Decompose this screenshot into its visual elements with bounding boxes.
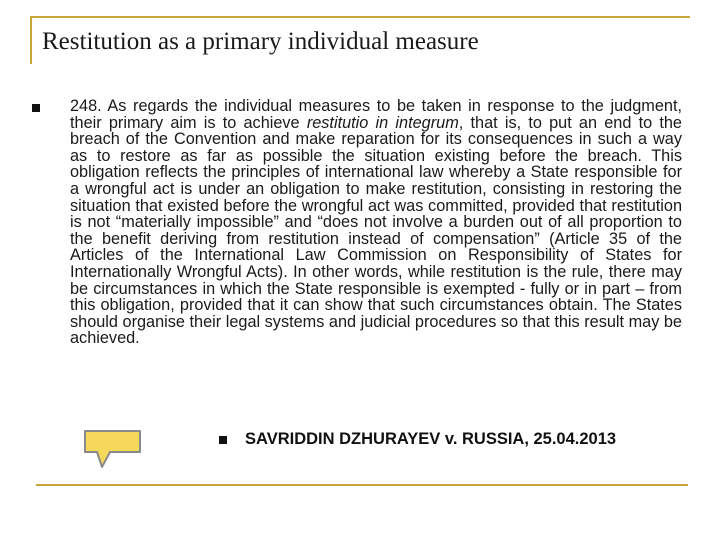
case-citation: SAVRIDDIN DZHURAYEV v. RUSSIA, 25.04.2013 <box>245 430 617 448</box>
slide-title: Restitution as a primary individual measure <box>42 28 479 55</box>
speech-callout-icon <box>82 428 144 470</box>
square-bullet-icon <box>32 104 40 112</box>
paragraph-text-end: , that is, to put an end to the breach of the Convention and make reparation for its consequences in such a way as to restore as far as possible the situation existing before the breach. This obligation reflects the principles of international law whereby a State responsible for a wrongful act is under an obligation to make restitution, consisting in restoring the situation that existed before the wrongful act was committed, provided that restitution is not “materially impossible” and “does not involve a burden out of all proportion to the benefit deriving from restitution instead of compensation” (Article 35 of the Articles of the International Law Commission on Responsibility of States for Internationally Wrongful Acts). In other words, while restitution is the rule, there may be circumstances in which the State responsible is exempted - fully or in part – from this obligation, provided that it can show that such circumstances obtain. The States should organise their legal systems and judicial procedures so that this result may be achieved. <box>70 113 682 348</box>
judgment-paragraph <box>70 98 682 347</box>
title-left-rule <box>30 16 32 64</box>
citation-bullet-icon <box>219 436 227 444</box>
paragraph-text-start: 248. As regards the individual measures to be taken in response to the judgment, their primary aim is to achieve <box>70 97 682 132</box>
title-top-rule <box>30 16 690 18</box>
paragraph-italic-term: restitutio in integrum <box>306 113 459 132</box>
bottom-rule <box>36 484 688 486</box>
